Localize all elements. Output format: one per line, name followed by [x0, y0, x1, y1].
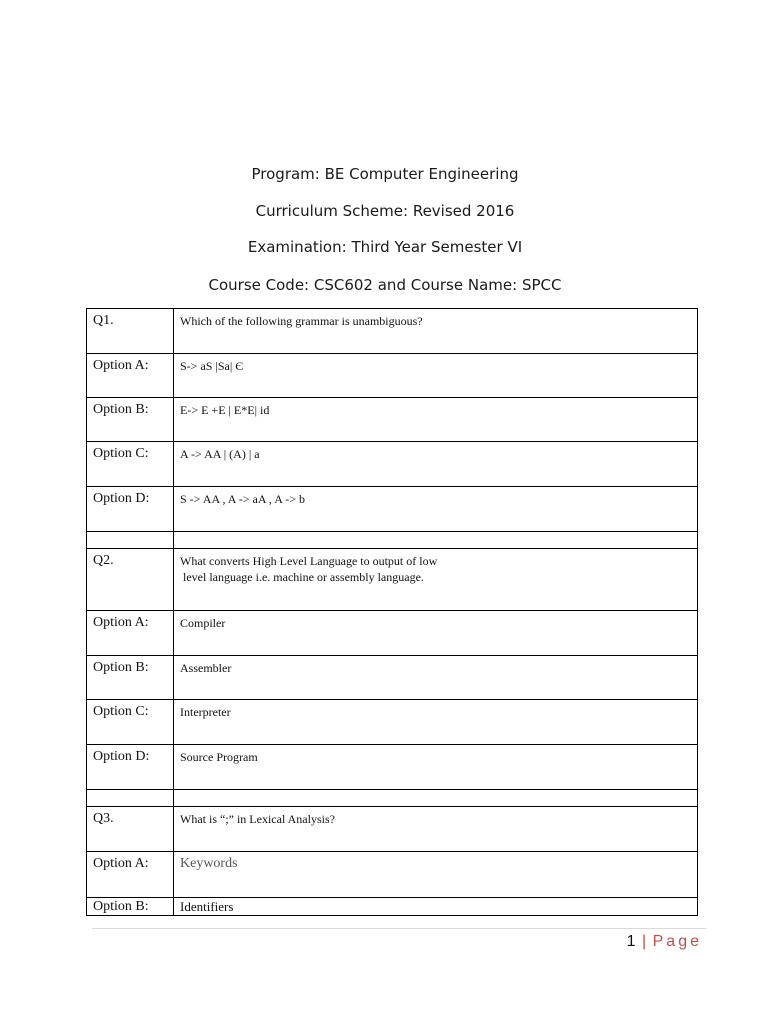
- option-label: Option C:: [87, 442, 174, 487]
- option-row: [87, 745, 698, 790]
- option-row: [87, 700, 698, 745]
- footer-separator: |: [642, 933, 648, 950]
- option-row: [87, 611, 698, 656]
- spacer-cell: [174, 790, 698, 807]
- option-row: [87, 656, 698, 700]
- question-label: Q2.: [87, 549, 174, 611]
- question-row: [87, 309, 698, 354]
- spacer-cell: [87, 532, 174, 549]
- question-table: [86, 308, 698, 916]
- option-row: [87, 852, 698, 898]
- option-label: Option A:: [87, 354, 174, 398]
- footer-divider: [92, 928, 706, 929]
- spacer-row: [87, 790, 698, 807]
- option-text: Compiler: [174, 611, 698, 656]
- option-label: Option D:: [87, 745, 174, 790]
- page-number: 1: [626, 933, 637, 950]
- option-label: Option D:: [87, 487, 174, 532]
- spacer-cell: [174, 532, 698, 549]
- page-footer: [627, 933, 702, 951]
- option-row: [87, 354, 698, 398]
- question-text-line: level language i.e. machine or assembly language.: [180, 570, 424, 584]
- option-text: Identifiers: [174, 898, 698, 916]
- option-label: Option B:: [87, 656, 174, 700]
- question-row: [87, 807, 698, 852]
- option-label: Option B:: [87, 898, 174, 916]
- page-word: Page: [652, 933, 702, 950]
- option-row: [87, 487, 698, 532]
- option-text: Assembler: [174, 656, 698, 700]
- option-label: Option A:: [87, 611, 174, 656]
- option-label: Option C:: [87, 700, 174, 745]
- question-text: Which of the following grammar is unambiguous?: [174, 309, 698, 354]
- option-text: Interpreter: [174, 700, 698, 745]
- question-label: Q3.: [87, 807, 174, 852]
- question-text: What is “;” in Lexical Analysis?: [174, 807, 698, 852]
- spacer-cell: [87, 790, 174, 807]
- option-row: [87, 398, 698, 442]
- examination-heading: Examination: Third Year Semester VI: [247, 238, 523, 256]
- option-label: Option B:: [87, 398, 174, 442]
- program-heading: Program: BE Computer Engineering: [251, 165, 519, 183]
- question-label: Q1.: [87, 309, 174, 354]
- option-text: Keywords: [174, 852, 698, 898]
- option-text: Source Program: [174, 745, 698, 790]
- option-label: Option A:: [87, 852, 174, 898]
- option-text: E-> E +E | E*E| id: [174, 398, 698, 442]
- option-row: [87, 442, 698, 487]
- option-text: S-> aS |Sa| Є: [174, 354, 698, 398]
- course-heading: Course Code: CSC602 and Course Name: SPCC: [208, 276, 562, 294]
- question-text: [174, 549, 698, 611]
- question-text-line: What converts High Level Language to output of low: [180, 554, 438, 568]
- spacer-row: [87, 532, 698, 549]
- option-text: S -> AA , A -> aA , A -> b: [174, 487, 698, 532]
- option-text: A -> AA | (A) | a: [174, 442, 698, 487]
- option-row: [87, 898, 698, 916]
- question-row: [87, 549, 698, 611]
- curriculum-heading: Curriculum Scheme: Revised 2016: [255, 202, 515, 220]
